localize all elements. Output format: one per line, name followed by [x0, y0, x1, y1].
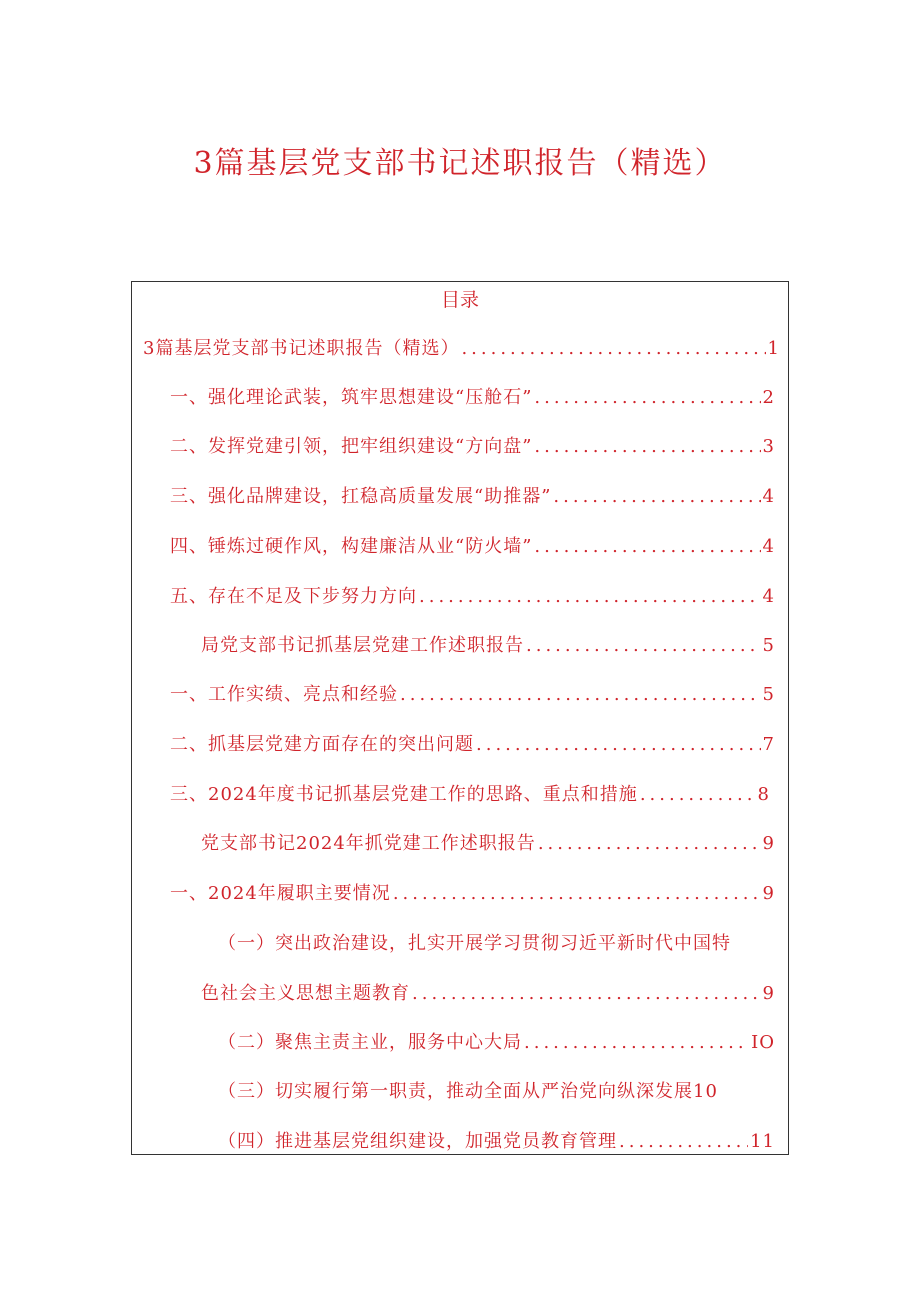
toc-entry[interactable]: [201, 982, 775, 1006]
toc-entry-text: 四、锤炼过硬作风，构建廉洁从业“防火墙”: [170, 536, 533, 557]
toc-page-number: IO: [751, 1032, 775, 1053]
toc-entry-text: 色社会主义思想主题教育: [201, 983, 410, 1004]
toc-page-number: 4: [762, 486, 775, 507]
toc-entry[interactable]: [170, 882, 775, 906]
toc-page-number: 5: [762, 635, 775, 656]
toc-leader-dots: [400, 683, 761, 707]
toc-leader-dots: [640, 783, 756, 807]
toc-entry-text: （三）切实履行第一职责，推动全面从严治党向纵深发展: [218, 1081, 693, 1102]
toc-entry[interactable]: [201, 634, 775, 658]
toc-leader-dots: [461, 337, 765, 361]
toc-leader-dots: [524, 1031, 749, 1055]
toc-entry[interactable]: [218, 1031, 775, 1055]
toc-leader-dots: [534, 386, 760, 410]
toc-entry[interactable]: [201, 832, 775, 856]
toc-leader-dots: [476, 733, 761, 757]
toc-page-number: 11: [750, 1131, 775, 1152]
toc-page-number: 4: [762, 536, 775, 557]
toc-entry-wrapped-line[interactable]: [218, 932, 731, 956]
toc-page-number: 9: [762, 983, 775, 1004]
toc-entry[interactable]: [170, 783, 770, 807]
toc-entry[interactable]: [170, 435, 775, 459]
toc-entry[interactable]: [170, 485, 775, 509]
toc-entry-text: 一、工作实绩、亮点和经验: [170, 684, 398, 705]
toc-page-number: 2: [762, 387, 775, 408]
toc-leader-dots: [538, 832, 761, 856]
toc-entry-text: 一、强化理论武装，筑牢思想建设“压舱石”: [170, 387, 533, 408]
toc-entry-text: （二）聚焦主责主业，服务中心大局: [218, 1032, 522, 1053]
toc-page-number: 9: [762, 833, 775, 854]
toc-entry[interactable]: [218, 1080, 777, 1104]
toc-entry[interactable]: [143, 337, 780, 361]
toc-page-number: 9: [762, 883, 775, 904]
toc-leader-dots: [393, 882, 761, 906]
toc-entry[interactable]: [218, 1130, 775, 1154]
toc-leader-dots: [553, 485, 760, 509]
toc-entry-text: （一）突出政治建设，扎实开展学习贯彻习近平新时代中国特: [218, 933, 731, 954]
toc-heading: 目录: [440, 289, 479, 311]
toc-entry[interactable]: [170, 535, 775, 559]
toc-entry-text: 3篇基层党支部书记述职报告（精选）: [143, 338, 460, 359]
toc-frame: [131, 281, 789, 1155]
toc-entry[interactable]: [170, 585, 775, 609]
toc-entry-text: 三、2024年度书记抓基层党建工作的思路、重点和措施: [170, 784, 638, 805]
toc-entry-text: （四）推进基层党组织建设，加强党员教育管理: [218, 1131, 617, 1152]
toc-entry[interactable]: [170, 386, 775, 410]
toc-leader-dots: [534, 435, 760, 459]
toc-entry-text: 二、抓基层党建方面存在的突出问题: [170, 734, 474, 755]
toc-entry-text: 五、存在不足及下步努力方向: [170, 586, 417, 607]
toc-entry[interactable]: [170, 733, 775, 757]
toc-page-number: 1: [767, 338, 780, 359]
toc-page-number: 10: [693, 1081, 718, 1102]
toc-page-number: 8: [757, 784, 770, 805]
toc-entry-text: 一、2024年履职主要情况: [170, 883, 391, 904]
toc-entry-text: 局党支部书记抓基层党建工作述职报告: [201, 635, 524, 656]
toc-leader-dots: [526, 634, 761, 658]
toc-page-number: 7: [762, 734, 775, 755]
toc-entry-text: 党支部书记2024年抓党建工作述职报告: [201, 833, 536, 854]
toc-leader-dots: [412, 982, 761, 1006]
toc-page-number: 5: [762, 684, 775, 705]
toc-entry-text: 三、强化品牌建设，扛稳高质量发展“助推器”: [170, 486, 552, 507]
toc-page-number: 3: [762, 436, 775, 457]
document-title: 3篇基层党支部书记述职报告（精选）: [193, 146, 727, 181]
toc-leader-dots: [419, 585, 761, 609]
toc-page-number: 4: [762, 586, 775, 607]
toc-leader-dots: [619, 1130, 748, 1154]
toc-entry[interactable]: [170, 683, 775, 707]
toc-entry-text: 二、发挥党建引领，把牢组织建设“方向盘”: [170, 436, 533, 457]
toc-leader-dots: [534, 535, 760, 559]
